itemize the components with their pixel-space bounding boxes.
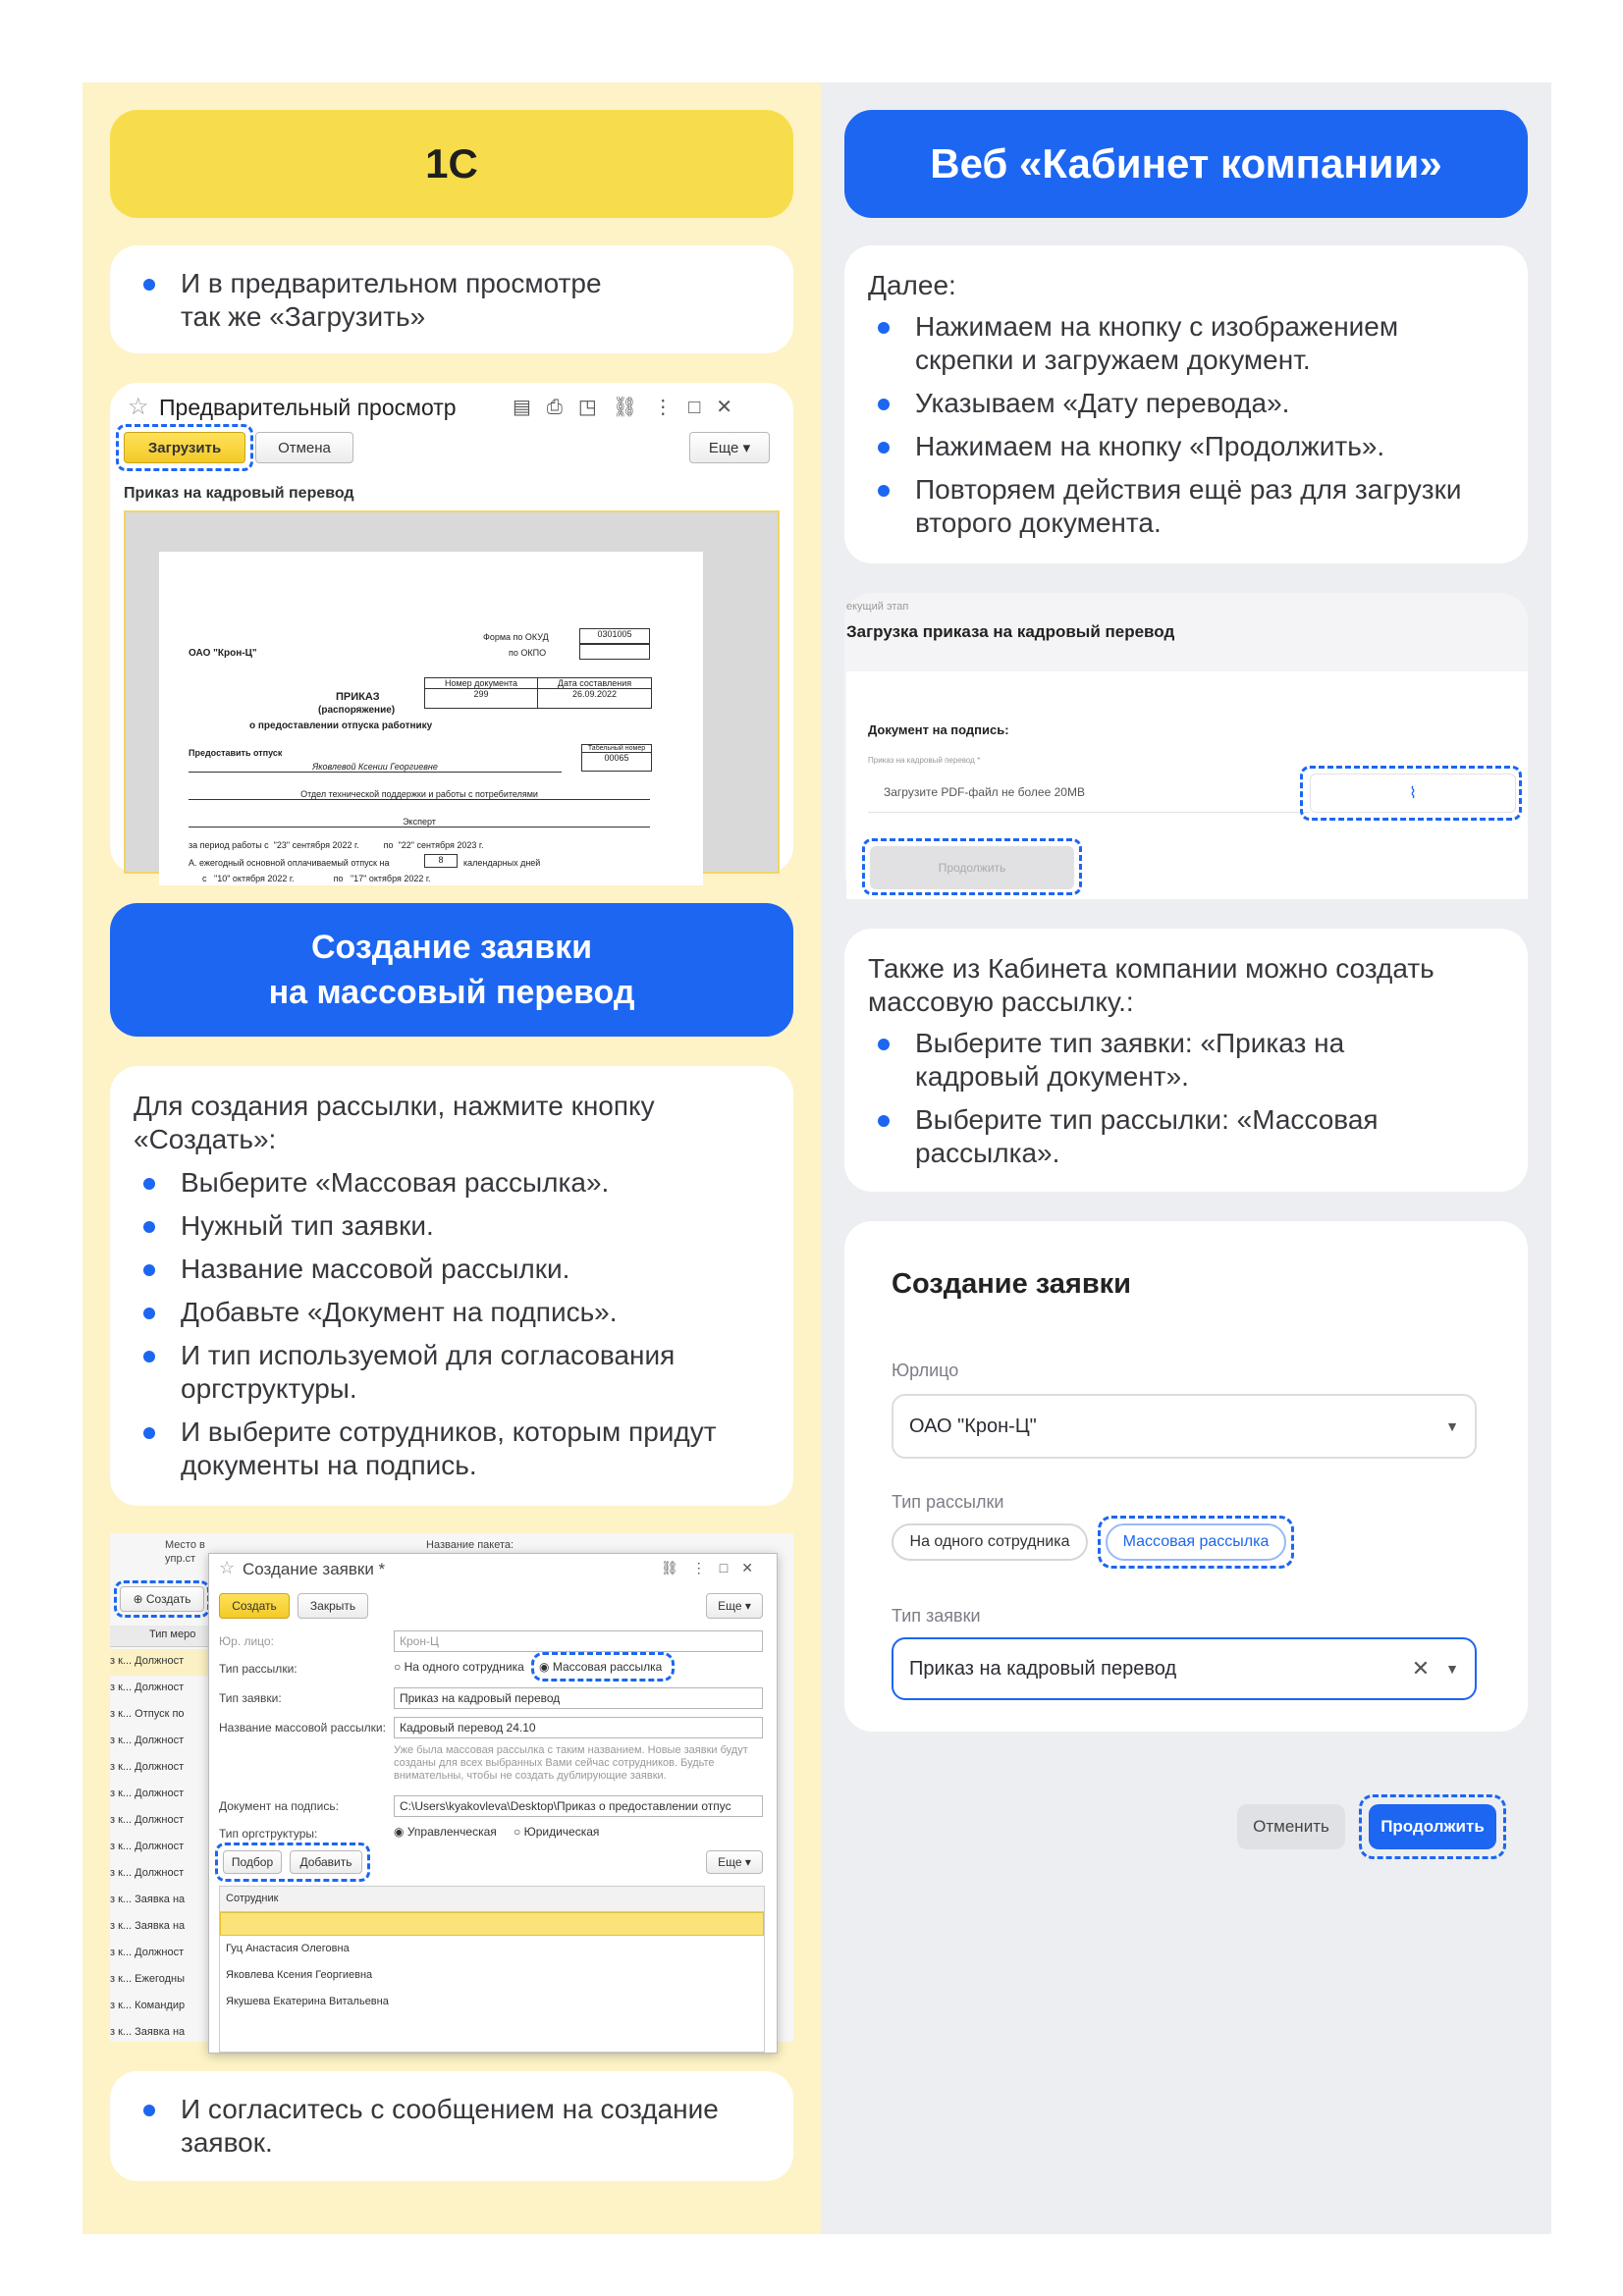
- upload-continue-label: Продолжить: [938, 861, 1006, 875]
- upload-intro: Далее:: [868, 270, 956, 300]
- clear-icon[interactable]: ✕: [1411, 1656, 1431, 1681]
- cancel-button-label: Отмена: [278, 439, 331, 456]
- toolbar-icons: [513, 395, 748, 419]
- duplicate-hint: Уже была массовая рассылка с таким названием. Новые заявки будут созданы для всех выбранных Вами сейчас сотрудников. Будьте внимательны, чтобы не создать дублирующие заявки.: [394, 1744, 748, 1782]
- table-row[interactable]: [110, 1702, 208, 1729]
- bg-prefix: з к...: [110, 1655, 133, 1667]
- table-row[interactable]: [220, 1936, 764, 1962]
- upload-field-label: Приказ на кадровый перевод *: [868, 756, 981, 765]
- select-legal-entity[interactable]: [892, 1394, 1477, 1459]
- doc-tab-header: Табельный номер: [582, 745, 651, 753]
- card-upload-steps: [844, 245, 1528, 563]
- dialog-close-label: Закрыть: [309, 1599, 356, 1613]
- preview-title: Предварительный просмотр: [159, 395, 457, 420]
- bg-row-text: Должност: [135, 1682, 185, 1693]
- doc-subtitle: (распоряжение): [318, 705, 396, 716]
- employee-name: Яковлева Ксения Георгиевна: [226, 1969, 373, 1981]
- bg-prefix: з к...: [110, 1947, 133, 1958]
- bg-row-text: Ежегодны: [135, 1973, 186, 1985]
- chevron-down-icon: ▼: [1445, 1418, 1459, 1434]
- bg-row-text: Командир: [135, 2000, 186, 2011]
- highlight-attach: [1300, 766, 1522, 821]
- doc-days-box: [424, 854, 458, 868]
- upload-title: Загрузка приказа на кадровый перевод: [846, 622, 1175, 641]
- chevron-down-icon: ▼: [1445, 1661, 1459, 1677]
- create-steps-list: [134, 1166, 770, 1482]
- header-1c-title: 1С: [425, 140, 478, 187]
- doc-okpo-box: [579, 644, 650, 660]
- table-row[interactable]: [110, 1782, 208, 1808]
- upload-panel: [846, 671, 1528, 899]
- field-document-value: C:\Users\kyakovleva\Desktop\Приказ о предоставлении отпус: [400, 1799, 731, 1813]
- dialog-title: Создание заявки *: [243, 1560, 386, 1578]
- create-intro: Для создания рассылки, нажмите кнопку «Создать»:: [134, 1091, 655, 1154]
- document-page: [159, 552, 703, 885]
- bg-create-label: Создать: [145, 1592, 191, 1606]
- bg-row-text: Заявка на: [135, 1920, 186, 1932]
- doc-period: за период работы с "23" сентября 2022 г. по "22" сентября 2023 г.: [189, 840, 484, 850]
- list-item: Выберите тип заявки: «Приказ на кадровый документ».: [868, 1027, 1359, 1094]
- star-icon[interactable]: ☆: [128, 394, 149, 420]
- more-icon[interactable]: ⋮: [691, 1560, 720, 1575]
- field-request-type[interactable]: [394, 1687, 763, 1709]
- card-web-mass: [844, 929, 1528, 1192]
- star-icon[interactable]: ☆: [219, 1558, 236, 1577]
- bg-type-col: Тип меро: [149, 1629, 196, 1640]
- preview-icon[interactable]: ◳: [577, 397, 613, 418]
- bg-prefix: з к...: [110, 1788, 133, 1799]
- chip-single-employee[interactable]: [892, 1523, 1088, 1561]
- employee-col-header: [220, 1887, 764, 1912]
- employee-name: Якушева Екатерина Витальевна: [226, 1996, 389, 2007]
- bg-row-text: Должност: [135, 1761, 185, 1773]
- doc-okud-value: 0301005: [597, 629, 632, 639]
- bg-rows: [110, 1649, 208, 2047]
- bg-pack: Название пакета:: [426, 1539, 514, 1551]
- bg-prefix: з к...: [110, 2000, 133, 2011]
- doc-date-value: 26.09.2022: [571, 689, 618, 699]
- card-create-instructions: [110, 1066, 793, 1506]
- field-mass-name[interactable]: [394, 1717, 763, 1738]
- bg-table-header: [110, 1626, 208, 1647]
- load-button-label: Загрузить: [147, 439, 222, 456]
- table-row[interactable]: [110, 1676, 208, 1702]
- table-row[interactable]: [110, 1755, 208, 1782]
- upload-steps-list: [868, 310, 1504, 540]
- cancel-button[interactable]: [255, 432, 353, 463]
- create-window-screenshot: [110, 1533, 793, 2042]
- header-web: [844, 110, 1528, 218]
- field-mass-name-value: Кадровый перевод 24.10: [400, 1721, 536, 1735]
- bg-prefix: з к...: [110, 1682, 133, 1693]
- form-title: Создание заявки: [892, 1268, 1132, 1300]
- radio-mgmt[interactable]: ◉ Управленческая: [394, 1825, 497, 1839]
- doc-department: Отдел технической поддержки и работы с потребителями: [189, 789, 650, 800]
- list-item: Повторяем действия ещё раз для загрузки второго документа.: [868, 473, 1496, 540]
- table-row[interactable]: [220, 1962, 764, 1989]
- radio-legal-label: Юридическая: [523, 1825, 600, 1839]
- highlight-radio-mass: [531, 1652, 675, 1682]
- bg-prefix: з к...: [110, 1814, 133, 1826]
- close-icon[interactable]: ✕: [741, 1560, 767, 1575]
- paperclip-icon: ⌇: [1409, 785, 1417, 802]
- bg-place: Место в: [165, 1539, 205, 1551]
- close-icon[interactable]: ✕: [716, 397, 749, 418]
- bg-row-text: Заявка на: [135, 1894, 186, 1905]
- upload-placeholder: Загрузите PDF-файл не более 20MB: [884, 785, 1085, 799]
- bg-prefix: з к...: [110, 2026, 133, 2038]
- list-item: Название массовой рассылки.: [134, 1253, 770, 1286]
- table-row[interactable]: [110, 1861, 208, 1888]
- list-item: Нужный тип заявки.: [134, 1209, 770, 1243]
- document-area: [124, 510, 780, 883]
- doc-num-table: [424, 677, 652, 709]
- doc-num-header: Номер документа: [425, 678, 537, 689]
- employee-name: Гуц Анастасия Олеговна: [226, 1943, 350, 1954]
- radio-mass-label: Массовая рассылка: [552, 1660, 663, 1674]
- table-row[interactable]: [110, 1835, 208, 1861]
- bg-row-text: Должност: [135, 1655, 185, 1667]
- more-button-label: Еще: [708, 439, 739, 456]
- highlight-pick-add: [215, 1842, 370, 1882]
- doc-num-cell: [425, 678, 538, 708]
- field-org-value: Крон-Ц: [400, 1634, 439, 1648]
- web-cancel-button[interactable]: [1237, 1804, 1345, 1849]
- bg-row-text: Отпуск по: [135, 1708, 185, 1720]
- field-org[interactable]: [394, 1630, 763, 1652]
- doc-caption: Приказ на кадровый перевод: [124, 485, 354, 502]
- header-mass-line1: Создание заявки: [310, 929, 593, 966]
- list-item: Выберите тип рассылки: «Массовая рассылка».: [868, 1103, 1418, 1170]
- upload-doc-label: Документ на подпись:: [868, 722, 1009, 737]
- label-mail-type: Тип рассылки: [892, 1492, 1004, 1512]
- header-1c: [110, 110, 793, 218]
- label-org: Юр. лицо:: [219, 1634, 274, 1648]
- bg-prefix: з к...: [110, 1761, 133, 1773]
- pick-button-label: Подбор: [231, 1855, 274, 1869]
- table-row[interactable]: [110, 1888, 208, 1914]
- web-continue-label: Продолжить: [1380, 1817, 1485, 1836]
- list-item: Указываем «Дату перевода».: [868, 387, 1504, 420]
- highlight-bg-create: [114, 1580, 210, 1618]
- link-icon[interactable]: ⛓: [661, 1560, 692, 1575]
- doc-subject: о предоставлении отпуска работнику: [249, 721, 433, 731]
- bg-row-text: Заявка на: [135, 2026, 186, 2038]
- doc-date-header: Дата составления: [538, 678, 651, 689]
- bg-place2: упр.ст: [165, 1553, 196, 1565]
- doc-days-value: 8: [438, 855, 444, 865]
- field-request-type-value: Приказ на кадровый перевод: [400, 1691, 561, 1705]
- radio-mgmt-label: Управленческая: [406, 1825, 497, 1839]
- label-struct: Тип оргструктуры:: [219, 1827, 318, 1841]
- table-more-button[interactable]: Еще ▾: [706, 1850, 763, 1874]
- label-request-type: Тип заявки: [892, 1606, 981, 1626]
- upload-screenshot: [844, 593, 1528, 899]
- link-icon[interactable]: ⛓: [612, 397, 654, 418]
- chip-mass-label: Массовая рассылка: [1122, 1533, 1270, 1550]
- maximize-icon[interactable]: □: [719, 1560, 742, 1575]
- upload-file-input[interactable]: [868, 774, 1310, 813]
- highlight-web-continue: [1359, 1794, 1506, 1859]
- employee-col-label: Сотрудник: [226, 1893, 279, 1904]
- doc-okud-label: Форма по ОКУД: [483, 632, 549, 642]
- bg-prefix: з к...: [110, 1920, 133, 1932]
- bg-prefix: з к...: [110, 1973, 133, 1985]
- right-column: [821, 82, 1551, 2234]
- left-column: [82, 82, 821, 2234]
- bg-row-text: Должност: [135, 1814, 185, 1826]
- table-row[interactable]: [220, 1989, 764, 2015]
- bg-row-text: Должност: [135, 1735, 185, 1746]
- doc-position: Эксперт: [189, 817, 650, 828]
- table-row[interactable]: [220, 1912, 764, 1936]
- doc-title: ПРИКАЗ: [336, 691, 380, 703]
- table-row[interactable]: [110, 1914, 208, 1941]
- select-legal-entity-value: ОАО "Крон-Ц": [909, 1415, 1037, 1437]
- bg-create-button[interactable]: ⊕ Создать: [120, 1586, 204, 1612]
- save-icon[interactable]: ▤: [513, 397, 547, 418]
- bg-row-text: Должност: [135, 1947, 185, 1958]
- create-dialog: [208, 1553, 778, 2054]
- radio-one[interactable]: ○ На одного сотрудника: [394, 1660, 524, 1674]
- radio-one-label: На одного сотрудника: [404, 1660, 524, 1674]
- doc-org: ОАО "Крон-Ц": [189, 648, 257, 659]
- doc-tab-box: [581, 744, 652, 772]
- more-icon[interactable]: ⋮: [653, 397, 689, 418]
- label-mail-type: Тип рассылки:: [219, 1662, 298, 1676]
- radio-mass[interactable]: ◉ Массовая рассылка: [539, 1660, 663, 1674]
- dialog-more-button[interactable]: Еще ▾: [706, 1593, 763, 1619]
- maximize-icon[interactable]: □: [688, 397, 717, 418]
- doc-days-label: календарных дней: [463, 858, 541, 868]
- highlight-mass-chip: [1098, 1516, 1294, 1569]
- web-mass-intro: Также из Кабинета компании можно создать массовую рассылку.:: [868, 953, 1434, 1017]
- table-row[interactable]: [110, 2020, 208, 2047]
- more-button[interactable]: Еще ▾: [689, 432, 770, 463]
- bg-prefix: з к...: [110, 1841, 133, 1852]
- web-form-screenshot: [844, 1221, 1528, 1732]
- highlight-continue: [862, 838, 1082, 895]
- label-document: Документ на подпись:: [219, 1799, 339, 1813]
- table-row[interactable]: [110, 1729, 208, 1755]
- dialog-create-button[interactable]: [219, 1593, 290, 1619]
- dialog-window-icons: [661, 1560, 767, 1576]
- header-web-title: Веб «Кабинет компании»: [930, 140, 1442, 187]
- select-request-type[interactable]: [892, 1637, 1477, 1700]
- bg-prefix: з к...: [110, 1708, 133, 1720]
- table-row[interactable]: [110, 1967, 208, 1994]
- list-item: Нажимаем на кнопку «Продолжить».: [868, 430, 1504, 463]
- bg-prefix: з к...: [110, 1894, 133, 1905]
- bg-row-text: Должност: [135, 1841, 185, 1852]
- list-item: Нажимаем на кнопку с изображением скрепки и загружаем документ.: [868, 310, 1437, 377]
- print-icon[interactable]: ⎙: [546, 397, 578, 418]
- web-mass-list: [868, 1027, 1504, 1170]
- doc-dates: с "10" октября 2022 г. по "17" октября 2022 г.: [202, 874, 431, 883]
- bg-prefix: з к...: [110, 1735, 133, 1746]
- add-button-label: Добавить: [299, 1855, 352, 1869]
- employee-table: [219, 1886, 765, 2053]
- list-item: Добавьте «Документ на подпись».: [134, 1296, 770, 1329]
- table-row[interactable]: [110, 1808, 208, 1835]
- list-item: И выберите сотрудников, которым придут документы на подпись.: [134, 1415, 742, 1482]
- card-preview-note: [110, 245, 793, 353]
- bg-prefix: з к...: [110, 1867, 133, 1879]
- list-item: Выберите «Массовая рассылка».: [134, 1166, 770, 1200]
- bg-row-text: Должност: [135, 1788, 185, 1799]
- select-request-type-value: Приказ на кадровый перевод: [909, 1657, 1177, 1680]
- chip-single-label: На одного сотрудника: [909, 1533, 1070, 1550]
- highlight-load: [116, 424, 253, 471]
- table-row[interactable]: [110, 1649, 208, 1676]
- header-mass-transfer: [110, 903, 793, 1037]
- header-mass-line2: на массовый перевод: [268, 974, 635, 1011]
- doc-employee: Яковлевой Ксении Георгиевне: [189, 762, 562, 773]
- preview-window: [110, 383, 793, 883]
- doc-okpo-label: по ОКПО: [509, 648, 547, 658]
- card-confirm-note: [110, 2071, 793, 2181]
- label-legal-entity: Юрлицо: [892, 1361, 959, 1380]
- dialog-create-label: Создать: [232, 1599, 277, 1613]
- doc-give: Предоставить отпуск: [189, 748, 283, 758]
- table-row[interactable]: [110, 1994, 208, 2020]
- bullet-item: И в предварительном просмотре так же «Загрузить»: [134, 267, 644, 334]
- label-request-type: Тип заявки:: [219, 1691, 282, 1705]
- radio-legal[interactable]: ○ Юридическая: [514, 1825, 600, 1839]
- dialog-more-label: Еще: [718, 1599, 742, 1613]
- list-item: И тип используемой для согласования оргструктуры.: [134, 1339, 713, 1406]
- field-document[interactable]: [394, 1795, 763, 1817]
- bullet-item: И согласитесь с сообщением на создание заявок.: [134, 2093, 732, 2160]
- doc-tab-value: 00065: [604, 753, 629, 763]
- doc-okud-box: [579, 628, 650, 644]
- label-mass-name: Название массовой рассылки:: [219, 1721, 386, 1735]
- web-cancel-label: Отменить: [1253, 1817, 1329, 1836]
- dialog-close-button[interactable]: [298, 1593, 368, 1619]
- upload-stage: екущий этап: [846, 601, 909, 613]
- doc-num-value: 299: [473, 689, 489, 699]
- doc-vacation: А. ежегодный основной оплачиваемый отпуск на: [189, 858, 390, 868]
- bg-row-text: Должност: [135, 1867, 185, 1879]
- page-frame: [82, 82, 1551, 2234]
- doc-date-cell: [538, 678, 651, 708]
- table-row[interactable]: [110, 1941, 208, 1967]
